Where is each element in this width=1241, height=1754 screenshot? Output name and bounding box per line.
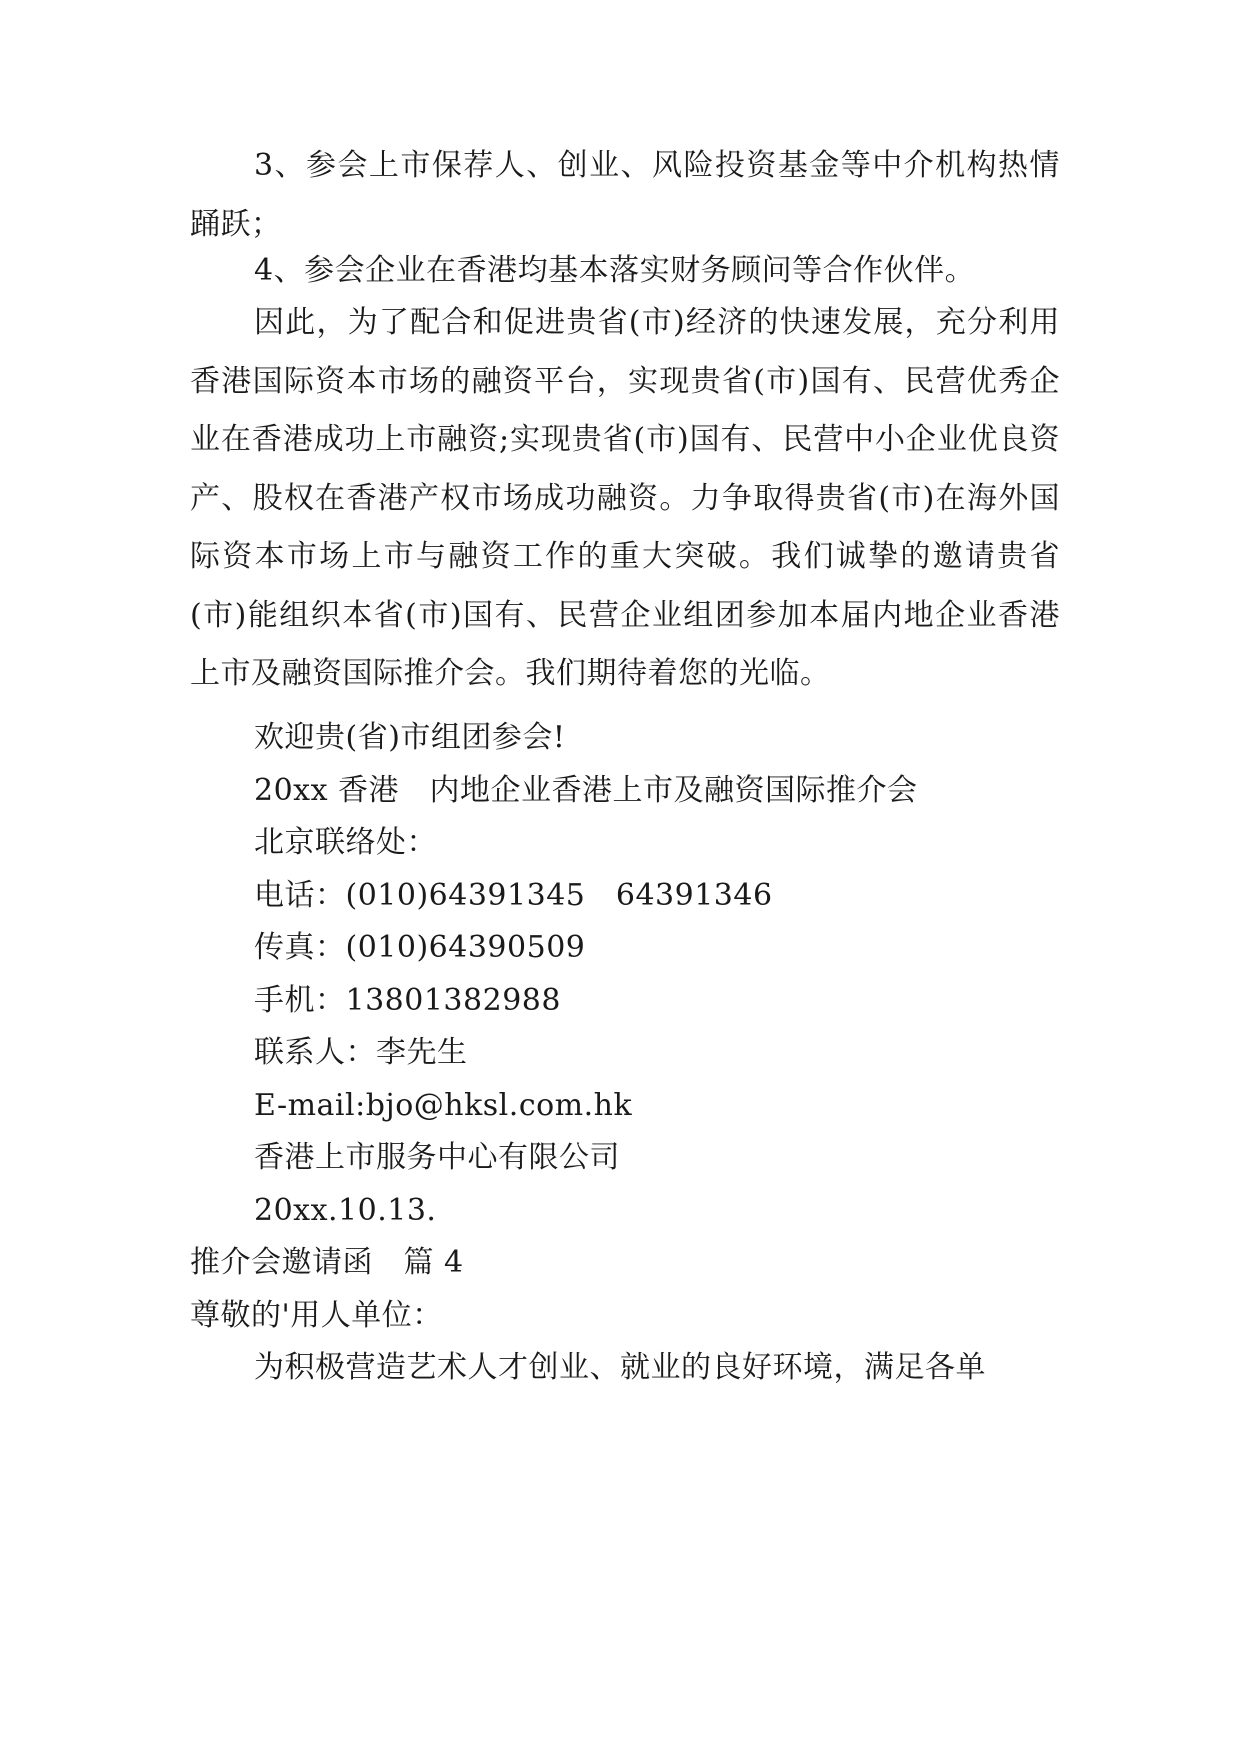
paragraph-item-4: 4、参会企业在香港均基本落实财务顾问等合作伙伴。: [254, 253, 976, 288]
fax-line: 传真：(010)64390509: [254, 930, 586, 965]
welcome-line: 欢迎贵(省)市组团参会!: [254, 720, 566, 755]
paragraph-body: 因此，为了配合和促进贵省(市)经济的快速发展，充分利用香港国际资本市场的融资平台，实现贵省(市)国有、民营优秀企业在香港成功上市融资;实现贵省(市)国有、民营中小企业优良资产、股权在香港产权市场成功融资。力争取得贵省(市)在海外国际资本市场上市与融资工作的重大突破。我们诚挚的邀请贵省(市)能组织本省(市)国有、民营企业组团参加本届内地企业香港上市及融资国际推介会。我们期待着您的光临。: [190, 305, 1060, 691]
salutation: 尊敬的'用人单位：: [190, 1298, 443, 1333]
event-name: 20xx 香港 内地企业香港上市及融资国际推介会: [254, 773, 918, 808]
company-name: 香港上市服务中心有限公司: [254, 1140, 620, 1175]
mobile-line: 手机：13801382988: [254, 983, 561, 1018]
email-line: E-mail:bjo@hksl.com.hk: [254, 1088, 633, 1123]
date-line: 20xx.10.13.: [254, 1193, 437, 1228]
phone-line: 电话：(010)64391345 64391346: [254, 878, 773, 913]
section-title: 推介会邀请函 篇 4: [190, 1245, 464, 1280]
paragraph-intro: 为积极营造艺术人才创业、就业的良好环境，满足各单: [254, 1350, 986, 1385]
contact-line: 联系人：李先生: [254, 1035, 468, 1070]
paragraph-item-3: 3、参会上市保荐人、创业、风险投资基金等中介机构热情踊跃；: [190, 148, 1060, 242]
office-label: 北京联络处：: [254, 825, 437, 860]
